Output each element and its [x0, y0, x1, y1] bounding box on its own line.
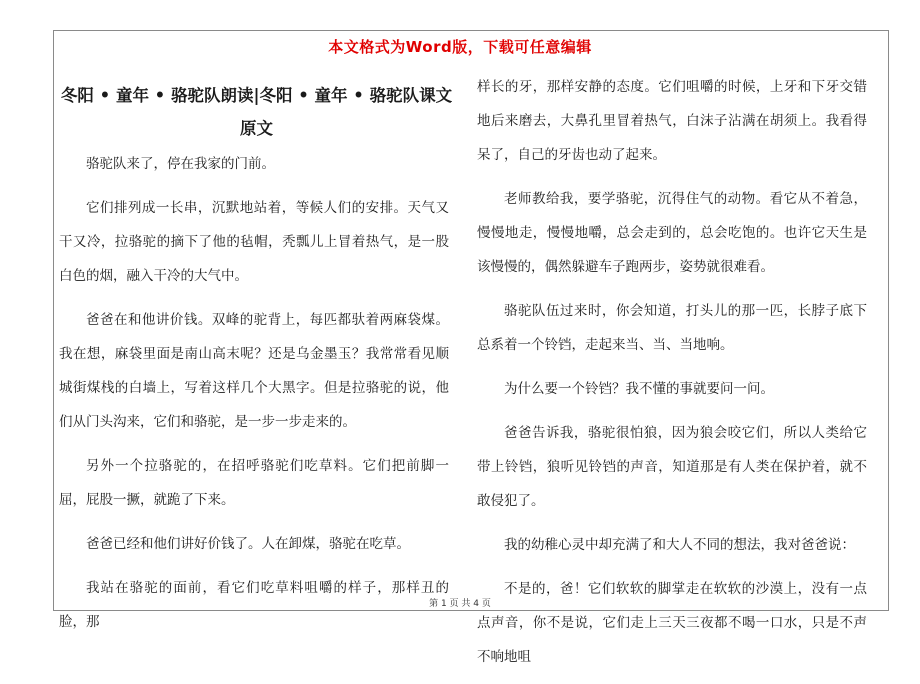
paragraph: 骆驼队来了，停在我家的门前。 [86, 156, 275, 172]
paragraph: 为什么要一个铃铛？我不懂的事就要问一问。 [504, 381, 774, 397]
document-title: 冬阳 • 童年 • 骆驼队朗读|冬阳 • 童年 • 骆驼队课文原文 [60, 86, 453, 138]
paragraph: 我站在骆驼的面前，看它们吃草料咀嚼的样子，那样丑的脸，那 [59, 580, 449, 630]
paragraph: 不是的，爸！它们软软的脚掌走在软软的沙漠上，没有一点点声音，你不是说，它们走上三天三夜都不喝一口水，只是不声不响地咀 [477, 581, 867, 665]
paragraph: 它们排列成一长串，沉默地站着，等候人们的安排。天气又干又冷，拉骆驼的摘下了他的毡帽，秃瓢儿上冒着热气，是一股白色的烟，融入干冷的大气中。 [59, 200, 449, 284]
paragraph: 老师教给我，要学骆驼，沉得住气的动物。看它从不着急，慢慢地走，慢慢地嚼，总会走到的，总会吃饱的。也许它天生是该慢慢的，偶然躲避车子跑两步，姿势就很难看。 [477, 191, 867, 275]
paragraph: 我的幼稚心灵中却充满了和大人不同的想法，我对爸爸说： [504, 537, 855, 553]
right-column [477, 70, 867, 684]
page-number: 第 1 页 共 4 页 [429, 599, 491, 609]
paragraph: 骆驼队伍过来时，你会知道，打头儿的那一匹，长脖子底下总系着一个铃铛，走起来当、当、当地响。 [477, 303, 867, 353]
left-column [59, 147, 449, 649]
paragraph-continuation: 样长的牙，那样安静的态度。它们咀嚼的时候，上牙和下牙交错地后来磨去，大鼻孔里冒着热气，白沫子沾满在胡须上。我看得呆了，自己的牙齿也动了起来。 [477, 79, 867, 163]
title-block [59, 79, 454, 145]
paragraph: 另外一个拉骆驼的，在招呼骆驼们吃草料。它们把前脚一屈，屁股一撅，就跪了下来。 [59, 458, 449, 508]
paragraph: 爸爸告诉我，骆驼很怕狼，因为狼会咬它们，所以人类给它带上铃铛，狼听见铃铛的声音，知道那是有人类在保护着，就不敢侵犯了。 [477, 425, 867, 509]
download-banner: 本文格式为Word版，下载可任意编辑 [328, 38, 592, 56]
paragraph: 爸爸已经和他们讲好价钱了。人在卸煤，骆驼在吃草。 [86, 536, 410, 552]
paragraph: 爸爸在和他讲价钱。双峰的驼背上，每匹都驮着两麻袋煤。我在想，麻袋里面是南山高末呢？还是乌金墨玉？我常常看见顺城街煤栈的白墙上，写着这样几个大黑字。但是拉骆驼的说，他们从门头沟来，它们和骆驼，是一步一步走来的。 [59, 312, 449, 430]
